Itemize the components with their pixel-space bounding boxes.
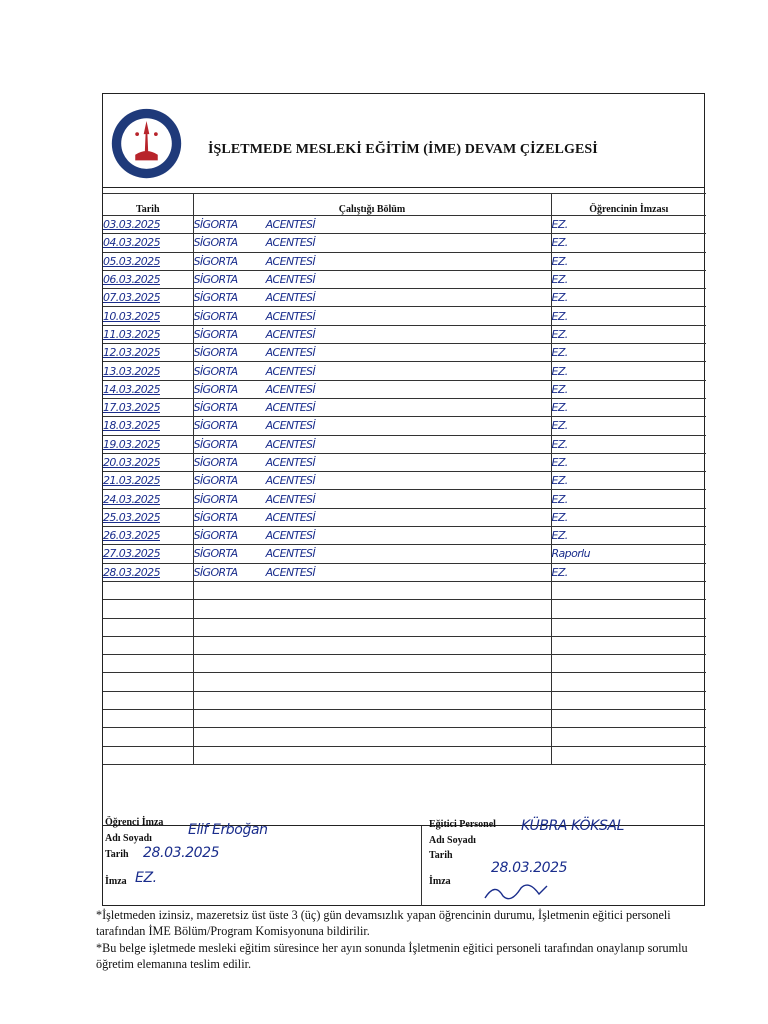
- department-word-2: ACENTESİ: [265, 327, 316, 341]
- row-student-signature: [551, 673, 706, 691]
- form-header: [103, 94, 704, 188]
- row-date: [103, 746, 193, 764]
- form-title: İŞLETMEDE MESLEKİ EĞİTİM (İME) DEVAM ÇİZELGESİ: [208, 142, 598, 157]
- row-department: [193, 691, 551, 709]
- header-date: Tarih: [103, 194, 193, 216]
- table-row: [103, 216, 706, 234]
- table-row: [103, 563, 706, 581]
- form-notes: [96, 907, 708, 973]
- table-row: [103, 398, 706, 416]
- department-word-1: SİGORTA: [193, 327, 238, 341]
- table-row: [103, 289, 706, 307]
- department-word-2: ACENTESİ: [265, 510, 316, 524]
- table-header-row: [103, 194, 706, 216]
- row-student-signature: [551, 581, 706, 599]
- row-date: [103, 636, 193, 654]
- row-department: [193, 472, 551, 490]
- row-department: [193, 252, 551, 270]
- table-row: [103, 508, 706, 526]
- row-department: [193, 453, 551, 471]
- row-department: [193, 581, 551, 599]
- row-department: [193, 527, 551, 545]
- table-row: [103, 545, 706, 563]
- table-row: [103, 472, 706, 490]
- row-student-signature: EZ.: [551, 563, 706, 581]
- row-date: 07.03.2025: [103, 289, 193, 307]
- trainer-name-value: KÜBRA KÖKSAL: [521, 818, 625, 834]
- department-word-1: SİGORTA: [193, 474, 238, 488]
- department-word-1: SİGORTA: [193, 456, 238, 469]
- row-date: 06.03.2025: [103, 270, 193, 288]
- table-row: [103, 307, 706, 325]
- row-department: [193, 728, 551, 746]
- row-student-signature: [551, 618, 706, 636]
- row-student-signature: EZ.: [551, 398, 706, 416]
- row-student-signature: EZ.: [551, 527, 706, 545]
- row-date: [103, 691, 193, 709]
- university-logo: [109, 106, 184, 181]
- student-date-value: 28.03.2025: [143, 845, 220, 861]
- department-word-1: SİGORTA: [193, 565, 238, 579]
- trainer-sign-label: İmza: [429, 876, 451, 887]
- row-department: [193, 490, 551, 508]
- department-word-1: SİGORTA: [193, 529, 238, 543]
- row-department: [193, 216, 551, 234]
- department-word-2: ACENTESİ: [265, 565, 316, 579]
- attendance-form: [102, 93, 705, 906]
- signature-footer: [103, 817, 704, 906]
- row-department: [193, 398, 551, 416]
- department-word-2: ACENTESİ: [265, 218, 316, 232]
- department-word-2: ACENTESİ: [265, 236, 316, 250]
- department-word-1: SİGORTA: [193, 382, 238, 396]
- row-department: [193, 673, 551, 691]
- row-date: [103, 618, 193, 636]
- row-date: 28.03.2025: [103, 563, 193, 581]
- student-sign-label: İmza: [105, 876, 127, 887]
- table-row: [103, 527, 706, 545]
- row-student-signature: EZ.: [551, 270, 706, 288]
- row-student-signature: EZ.: [551, 417, 706, 435]
- table-row: [103, 655, 706, 673]
- trainer-signature-mark: [481, 878, 551, 904]
- row-date: 14.03.2025: [103, 380, 193, 398]
- row-student-signature: EZ.: [551, 490, 706, 508]
- row-student-signature: EZ.: [551, 435, 706, 453]
- table-row: [103, 673, 706, 691]
- row-date: 03.03.2025: [103, 216, 193, 234]
- department-word-2: ACENTESİ: [265, 382, 316, 396]
- trainer-signature-block: [421, 818, 706, 906]
- row-date: [103, 710, 193, 728]
- row-student-signature: [551, 746, 706, 764]
- row-student-signature: EZ.: [551, 508, 706, 526]
- row-department: [193, 545, 551, 563]
- row-student-signature: [551, 655, 706, 673]
- student-signature: EZ.: [135, 870, 157, 886]
- department-word-1: SİGORTA: [193, 419, 238, 433]
- table-row: [103, 600, 706, 618]
- row-department: [193, 618, 551, 636]
- table-row: [103, 746, 706, 764]
- row-department: [193, 508, 551, 526]
- department-word-1: SİGORTA: [193, 346, 238, 360]
- row-student-signature: EZ.: [551, 380, 706, 398]
- row-date: [103, 600, 193, 618]
- trainer-date-value: 28.03.2025: [491, 860, 568, 876]
- row-date: 21.03.2025: [103, 472, 193, 490]
- row-date: 04.03.2025: [103, 234, 193, 252]
- department-word-2: ACENTESİ: [265, 401, 316, 415]
- table-row: [103, 270, 706, 288]
- row-date: 12.03.2025: [103, 344, 193, 362]
- student-name-label: Adı Soyadı: [105, 833, 152, 844]
- row-student-signature: [551, 636, 706, 654]
- row-student-signature: [551, 710, 706, 728]
- student-signature-block: [103, 817, 422, 906]
- student-name-value: Elif Erboğan: [188, 822, 268, 838]
- department-word-1: SİGORTA: [193, 254, 238, 268]
- row-date: 26.03.2025: [103, 527, 193, 545]
- department-word-1: SİGORTA: [193, 401, 238, 415]
- row-student-signature: EZ.: [551, 252, 706, 270]
- table-row: [103, 728, 706, 746]
- row-date: 11.03.2025: [103, 325, 193, 343]
- row-student-signature: [551, 728, 706, 746]
- student-date-label: Tarih: [105, 849, 129, 860]
- row-department: [193, 746, 551, 764]
- row-student-signature: EZ.: [551, 307, 706, 325]
- row-department: [193, 325, 551, 343]
- row-date: 05.03.2025: [103, 252, 193, 270]
- row-department: [193, 234, 551, 252]
- row-student-signature: EZ.: [551, 362, 706, 380]
- department-word-2: ACENTESİ: [265, 273, 316, 287]
- row-student-signature: EZ.: [551, 472, 706, 490]
- note-absence: *İşletmeden izinsiz, mazeretsiz üst üste 3 (üç) gün devamsızlık yapan öğrencinin durumu, İşletmenin eğitici personeli tarafından İME Bölüm/Program Komisyonuna bildirilir.: [96, 908, 671, 938]
- row-date: [103, 655, 193, 673]
- row-department: [193, 636, 551, 654]
- row-date: [103, 728, 193, 746]
- department-word-1: SİGORTA: [193, 291, 238, 305]
- row-department: [193, 270, 551, 288]
- table-row: [103, 435, 706, 453]
- department-word-2: ACENTESİ: [265, 547, 316, 561]
- row-student-signature: EZ.: [551, 344, 706, 362]
- row-department: [193, 307, 551, 325]
- table-row: [103, 710, 706, 728]
- department-word-2: ACENTESİ: [265, 291, 316, 305]
- row-department: [193, 417, 551, 435]
- department-word-2: ACENTESİ: [265, 419, 316, 433]
- department-word-1: SİGORTA: [193, 236, 238, 250]
- department-word-1: SİGORTA: [193, 218, 238, 232]
- table-row: [103, 362, 706, 380]
- row-student-signature: EZ.: [551, 289, 706, 307]
- row-date: 20.03.2025: [103, 453, 193, 471]
- trainer-name-label: Adı Soyadı: [429, 835, 476, 846]
- row-date: [103, 581, 193, 599]
- department-word-1: SİGORTA: [193, 437, 238, 451]
- row-date: 17.03.2025: [103, 398, 193, 416]
- table-row: [103, 581, 706, 599]
- department-word-2: ACENTESİ: [265, 492, 316, 506]
- attendance-table: [103, 193, 706, 765]
- table-row: [103, 417, 706, 435]
- table-row: [103, 490, 706, 508]
- row-date: 25.03.2025: [103, 508, 193, 526]
- department-word-1: SİGORTA: [193, 309, 238, 323]
- table-row: [103, 618, 706, 636]
- row-date: 19.03.2025: [103, 435, 193, 453]
- row-student-signature: EZ.: [551, 216, 706, 234]
- table-row: [103, 691, 706, 709]
- table-row: [103, 636, 706, 654]
- row-student-signature: Raporlu: [551, 545, 706, 563]
- row-department: [193, 344, 551, 362]
- department-word-1: SİGORTA: [193, 492, 238, 506]
- department-word-2: ACENTESİ: [265, 474, 316, 488]
- header-department: Çalıştığı Bölüm: [193, 194, 551, 216]
- table-row: [103, 252, 706, 270]
- department-word-1: SİGORTA: [193, 273, 238, 287]
- table-row: [103, 325, 706, 343]
- department-word-2: ACENTESİ: [265, 456, 316, 469]
- note-submission: *Bu belge işletmede mesleki eğitim süresince her ayın sonunda İşletmenin eğitici personeli tarafından onaylanıp sorumlu öğretim elemanına teslim edilir.: [96, 941, 688, 971]
- row-student-signature: [551, 691, 706, 709]
- table-row: [103, 380, 706, 398]
- row-department: [193, 362, 551, 380]
- trainer-date-label: Tarih: [429, 850, 453, 861]
- row-date: 13.03.2025: [103, 362, 193, 380]
- department-word-1: SİGORTA: [193, 364, 238, 378]
- department-word-1: SİGORTA: [193, 510, 238, 524]
- row-date: [103, 673, 193, 691]
- row-date: 27.03.2025: [103, 545, 193, 563]
- row-student-signature: EZ.: [551, 234, 706, 252]
- department-word-2: ACENTESİ: [265, 364, 316, 378]
- row-department: [193, 655, 551, 673]
- row-department: [193, 435, 551, 453]
- row-student-signature: [551, 600, 706, 618]
- trainer-heading: Eğitici Personel: [429, 819, 496, 830]
- row-department: [193, 563, 551, 581]
- department-word-2: ACENTESİ: [265, 529, 316, 543]
- row-department: [193, 289, 551, 307]
- department-word-2: ACENTESİ: [265, 346, 316, 360]
- department-word-2: ACENTESİ: [265, 254, 316, 268]
- row-department: [193, 380, 551, 398]
- student-heading: Öğrenci İmza: [105, 817, 164, 828]
- header-student-signature: Öğrencinin İmzası: [551, 194, 706, 216]
- table-row: [103, 453, 706, 471]
- department-word-2: ACENTESİ: [265, 309, 316, 323]
- row-student-signature: EZ.: [551, 453, 706, 471]
- row-date: 18.03.2025: [103, 417, 193, 435]
- table-row: [103, 234, 706, 252]
- row-student-signature: EZ.: [551, 325, 706, 343]
- department-word-2: ACENTESİ: [265, 437, 316, 451]
- department-word-1: SİGORTA: [193, 547, 238, 561]
- table-row: [103, 344, 706, 362]
- row-date: 24.03.2025: [103, 490, 193, 508]
- row-department: [193, 600, 551, 618]
- row-date: 10.03.2025: [103, 307, 193, 325]
- row-department: [193, 710, 551, 728]
